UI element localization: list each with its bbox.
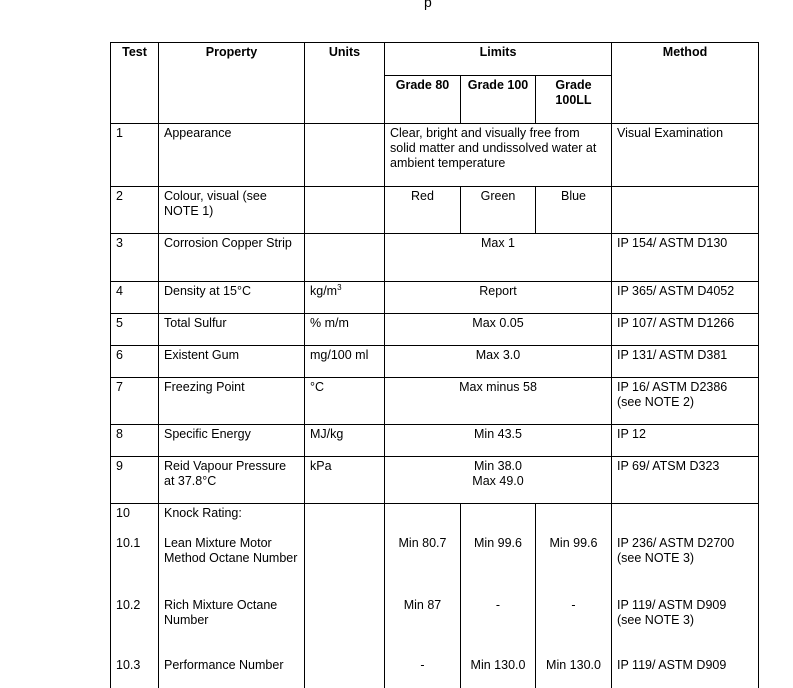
property-cell: Specific Energy — [159, 425, 305, 457]
test-number: 7 — [111, 378, 159, 425]
method-cell: IP 119/ ASTM D909 — [612, 658, 759, 688]
method-cell — [612, 504, 759, 536]
test-number: 6 — [111, 346, 159, 378]
header-grade-100: Grade 100 — [461, 76, 536, 124]
table-row — [111, 346, 759, 378]
limit-cell: Clear, bright and visually free from solid matter and undissolved water at ambient temperature — [385, 124, 612, 187]
table-row — [111, 378, 759, 425]
test-number: 1 — [111, 124, 159, 187]
test-number: 10.3 — [111, 658, 159, 688]
units-superscript: 3 — [337, 283, 342, 292]
limit-cell — [385, 457, 612, 504]
test-number: 10.1 — [111, 536, 159, 598]
method-cell — [612, 187, 759, 234]
units-cell — [305, 658, 385, 688]
method-line: IP 16/ ASTM D2386 — [617, 380, 728, 394]
method-note: (see NOTE 2) — [617, 395, 695, 409]
limit-min: Min 38.0 — [474, 459, 522, 473]
units-cell — [305, 124, 385, 187]
table-row — [111, 598, 759, 658]
grade-80-value: Min 87 — [385, 598, 461, 658]
limit-cell: Report — [385, 282, 612, 314]
limit-cell: Max 3.0 — [385, 346, 612, 378]
units-cell: °C — [305, 378, 385, 425]
grade-80-value: Red — [385, 187, 461, 234]
units-cell: % m/m — [305, 314, 385, 346]
header-test: Test — [111, 43, 159, 124]
property-cell: Rich Mixture Octane Number — [159, 598, 305, 658]
method-cell: IP 107/ ASTM D1266 — [612, 314, 759, 346]
grade-100ll-value: Min 99.6 — [536, 536, 612, 598]
header-limits: Limits — [385, 43, 612, 76]
test-number: 8 — [111, 425, 159, 457]
method-cell — [612, 378, 759, 425]
units-cell — [305, 598, 385, 658]
grade-80-value: Min 80.7 — [385, 536, 461, 598]
property-cell: Existent Gum — [159, 346, 305, 378]
table-row — [111, 504, 759, 536]
limit-max: Max 49.0 — [472, 474, 524, 488]
test-number: 5 — [111, 314, 159, 346]
limit-cell: Max 1 — [385, 234, 612, 282]
method-line: IP 236/ ASTM D2700 — [617, 535, 735, 550]
test-number: 3 — [111, 234, 159, 282]
units-cell — [305, 536, 385, 598]
limit-cell: Max minus 58 — [385, 378, 612, 425]
method-cell: IP 12 — [612, 425, 759, 457]
grade-100-value: Min 99.6 — [461, 536, 536, 598]
test-number: 9 — [111, 457, 159, 504]
property-cell: Freezing Point — [159, 378, 305, 425]
units-cell — [305, 504, 385, 536]
test-number: 10.2 — [111, 598, 159, 658]
table-row — [111, 425, 759, 457]
grade-100ll-value: - — [536, 598, 612, 658]
table-row — [111, 536, 759, 598]
property-cell: Total Sulfur — [159, 314, 305, 346]
units-cell: kPa — [305, 457, 385, 504]
method-note: (see NOTE 3) — [617, 550, 695, 565]
grade-100ll-value: Blue — [536, 187, 612, 234]
method-note: (see NOTE 3) — [617, 612, 695, 627]
property-cell: Reid Vapour Pressure at 37.8°C — [159, 457, 305, 504]
units-cell: mg/100 ml — [305, 346, 385, 378]
test-number: 2 — [111, 187, 159, 234]
top-text-fragment: p — [424, 0, 432, 10]
header-property: Property — [159, 43, 305, 124]
table-row — [111, 124, 759, 187]
header-grade-100ll: Grade 100LL — [536, 76, 612, 124]
property-cell: Lean Mixture Motor Method Octane Number — [159, 536, 305, 598]
property-cell: Colour, visual (see NOTE 1) — [159, 187, 305, 234]
grade-100-value: Green — [461, 187, 536, 234]
method-cell: IP 365/ ASTM D4052 — [612, 282, 759, 314]
table-row — [111, 457, 759, 504]
grade-80-value — [385, 504, 461, 536]
units-base: kg/m — [310, 284, 338, 298]
method-cell — [612, 536, 759, 598]
method-cell: Visual Examination — [612, 124, 759, 187]
table-row — [111, 658, 759, 688]
test-number: 10 — [111, 504, 159, 536]
property-cell: Knock Rating: — [159, 504, 305, 536]
header-grade-80: Grade 80 — [385, 76, 461, 124]
table-row — [111, 282, 759, 314]
units-cell — [305, 187, 385, 234]
table-row — [111, 234, 759, 282]
grade-100ll-value: Min 130.0 — [536, 658, 612, 688]
method-cell — [612, 598, 759, 658]
units-cell — [305, 282, 385, 314]
grade-80-value: - — [385, 658, 461, 688]
method-cell: IP 131/ ASTM D381 — [612, 346, 759, 378]
table-row — [111, 314, 759, 346]
property-cell: Corrosion Copper Strip — [159, 234, 305, 282]
limit-cell: Max 0.05 — [385, 314, 612, 346]
method-cell: IP 69/ ATSM D323 — [612, 457, 759, 504]
property-cell: Appearance — [159, 124, 305, 187]
grade-100-value: - — [461, 598, 536, 658]
units-cell — [305, 234, 385, 282]
method-cell: IP 154/ ASTM D130 — [612, 234, 759, 282]
units-cell: MJ/kg — [305, 425, 385, 457]
limit-cell: Min 43.5 — [385, 425, 612, 457]
header-method: Method — [612, 43, 759, 124]
grade-100ll-value — [536, 504, 612, 536]
specification-table — [110, 42, 759, 688]
table-row — [111, 187, 759, 234]
method-line: IP 119/ ASTM D909 — [617, 597, 727, 612]
property-cell: Density at 15°C — [159, 282, 305, 314]
property-cell: Performance Number — [159, 658, 305, 688]
header-units: Units — [305, 43, 385, 124]
grade-100-value — [461, 504, 536, 536]
grade-100-value: Min 130.0 — [461, 658, 536, 688]
test-number: 4 — [111, 282, 159, 314]
